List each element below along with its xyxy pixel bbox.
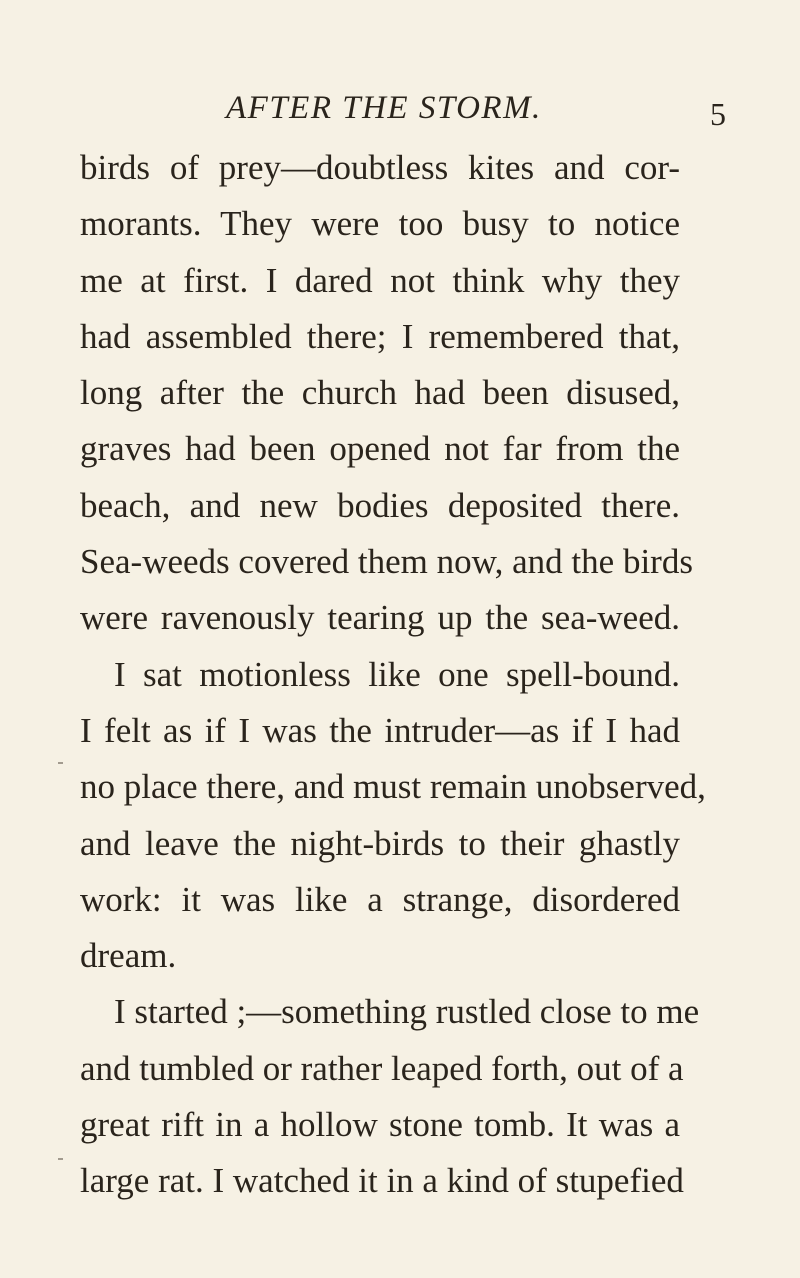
text-line: and tumbled or rather leaped forth, out of a <box>80 1048 684 1088</box>
text-line: no place there, and must remain unobserved, <box>80 767 706 807</box>
text-line: dream. <box>80 936 177 976</box>
text-line: large rat. I watched it in a kind of stupefied <box>80 1161 684 1201</box>
text-line: birds of prey—doubtless kites and cor- <box>80 148 680 187</box>
text-line: and leave the night-birds to their ghastly <box>80 823 680 863</box>
body-text <box>80 140 706 1210</box>
margin-mark <box>58 1158 63 1160</box>
text-line: had assembled there; I remembered that, <box>80 316 680 356</box>
text-line: beach, and new bodies deposited there. <box>80 485 680 525</box>
text-line: work: it was like a strange, disordered <box>80 879 680 919</box>
text-line: I felt as if I was the intruder—as if I had <box>80 710 680 750</box>
text-line: Sea-weeds covered them now, and the birds <box>80 542 693 582</box>
text-line: long after the church had been disused, <box>80 373 680 413</box>
text-line: I sat motionless like one spell-bound. <box>114 654 680 694</box>
running-title: AFTER THE STORM. <box>226 90 542 126</box>
text-line: were ravenously tearing up the sea-weed. <box>80 598 680 638</box>
text-line: great rift in a hollow stone tomb. It was a <box>80 1105 680 1145</box>
running-head <box>0 88 800 132</box>
page-number: 5 <box>710 96 726 132</box>
text-line: I started ;—something rustled close to me <box>114 992 700 1032</box>
text-line: me at first. I dared not think why they <box>80 260 680 300</box>
text-line: morants. They were too busy to notice <box>80 204 680 244</box>
margin-mark <box>58 762 63 764</box>
text-line: graves had been opened not far from the <box>80 429 680 469</box>
